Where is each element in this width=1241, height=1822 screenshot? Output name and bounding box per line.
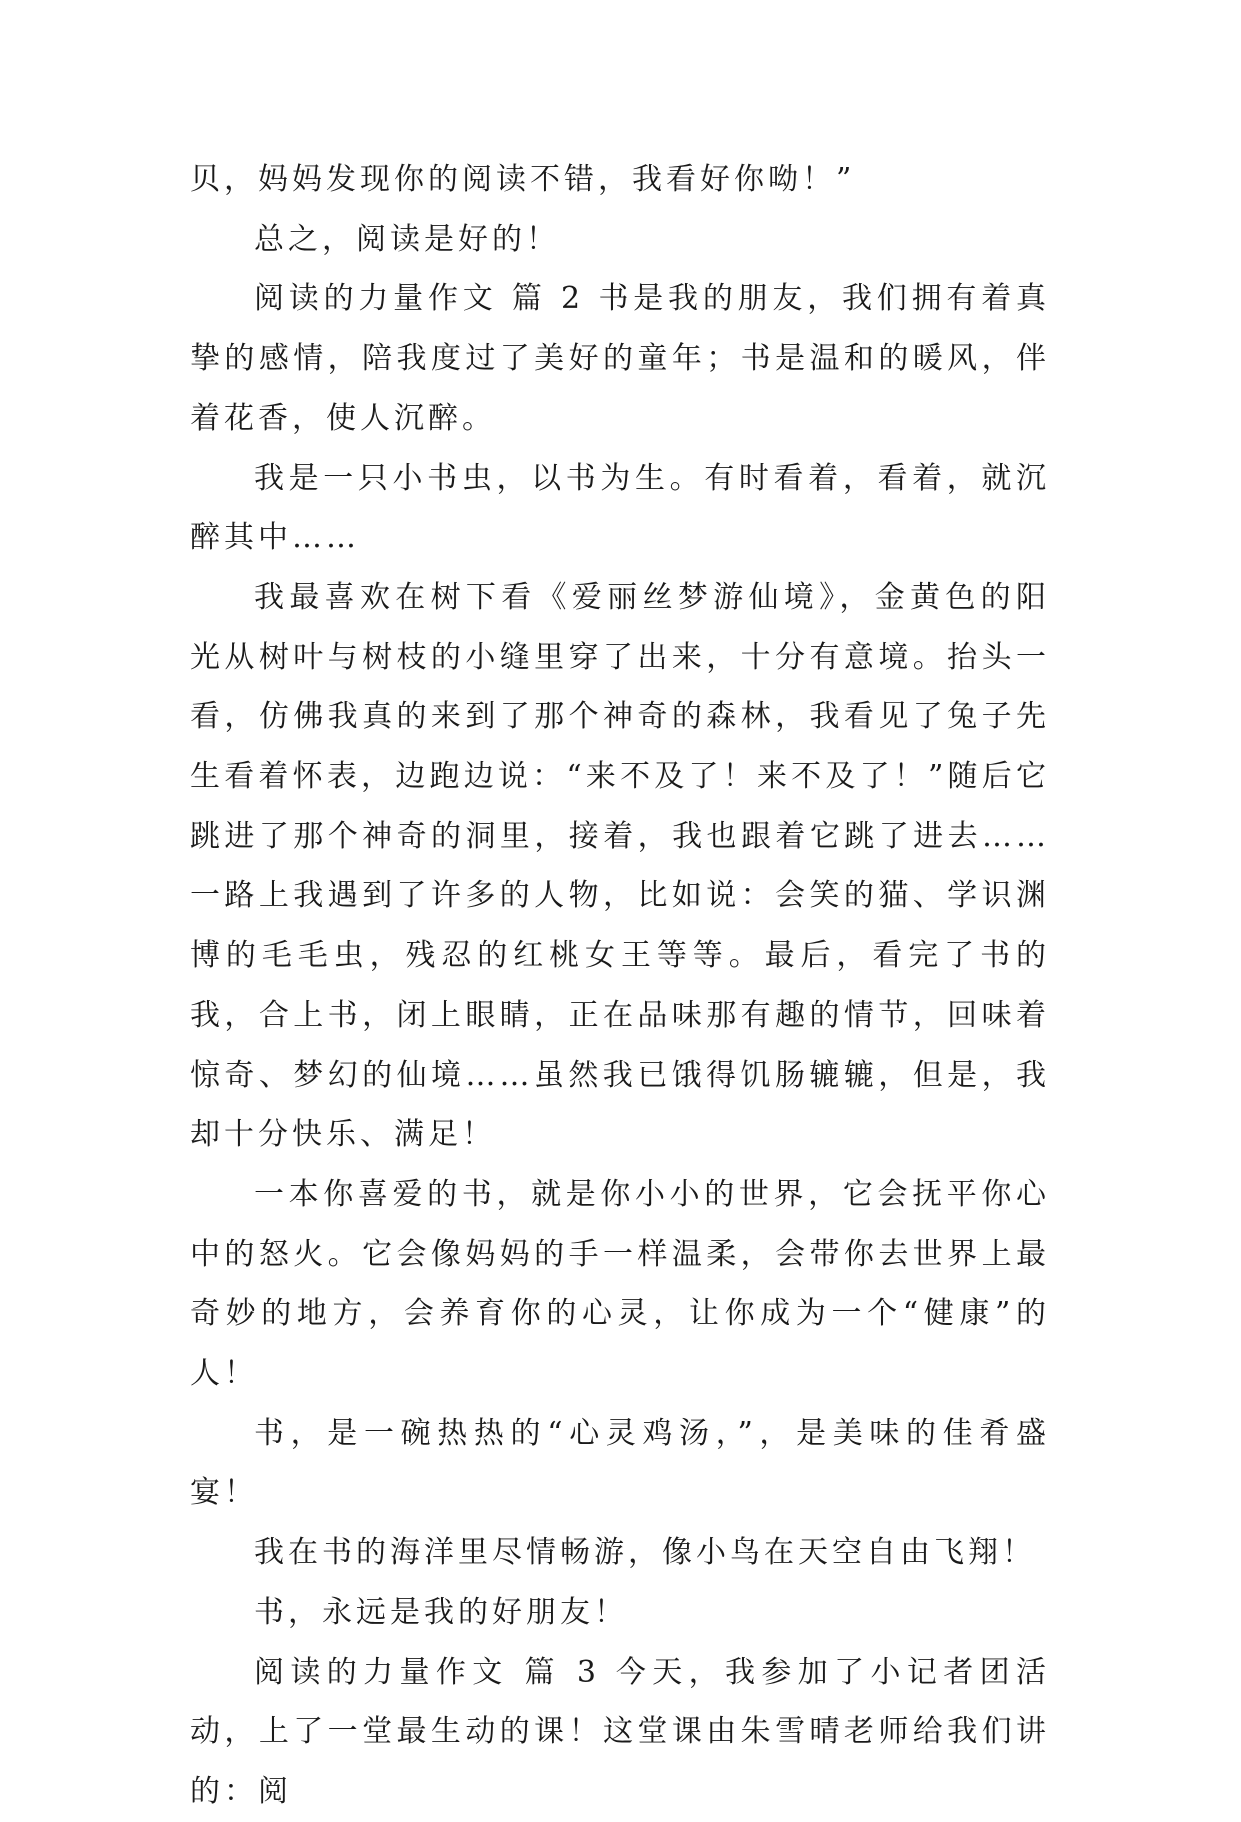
paragraph: 我最喜欢在树下看《爱丽丝梦游仙境》，金黄色的阳光从树叶与树枝的小缝里穿了出来，十分有意境。抬头一看，仿佛我真的来到了那个神奇的森林，我看见了兔子先生看着怀表，边跑边说：“来不及了！来不及了！”随后它跳进了那个神奇的洞里，接着，我也跟着它跳了进去……一路上我遇到了许多的人物，比如说：会笑的猫、学识渊博的毛毛虫，残忍的红桃女王等等。最后，看完了书的我，合上书，闭上眼睛，正在品味那有趣的情节，回味着惊奇、梦幻的仙境……虽然我已饿得饥肠辘辘，但是，我却十分快乐、满足！ (190, 579, 1050, 1153)
paragraph: 贝，妈妈发现你的阅读不错，我看好你呦！” (190, 162, 856, 197)
paragraph: 一本你喜爱的书，就是你小小的世界，它会抚平你心中的怒火。它会像妈妈的手一样温柔，会带你去世界上最奇妙的地方，会养育你的心灵，让你成为一个“健康”的人！ (190, 1176, 1050, 1392)
paragraph: 我在书的海洋里尽情畅游，像小鸟在天空自由飞翔！ (254, 1535, 1036, 1571)
paragraph: 总之，阅读是好的！ (254, 221, 560, 257)
paragraph: 阅读的力量作文 篇 3 今天，我参加了小记者团活动，上了一堂最生动的课！这堂课由朱雪晴老师给我们讲的：阅 (190, 1654, 1050, 1809)
paragraph: 阅读的力量作文 篇 2 书是我的朋友，我们拥有着真挚的感情，陪我度过了美好的童年；书是温和的暖风，伴着花香，使人沉醉。 (190, 281, 1050, 436)
document-body (190, 150, 1050, 1822)
paragraph: 我是一只小书虫，以书为生。有时看着，看着，就沉醉其中…… (190, 460, 1050, 556)
paragraph: 书，永远是我的好朋友！ (254, 1594, 628, 1630)
paragraph: 书，是一碗热热的“心灵鸡汤，”，是美味的佳肴盛宴！ (190, 1415, 1050, 1511)
